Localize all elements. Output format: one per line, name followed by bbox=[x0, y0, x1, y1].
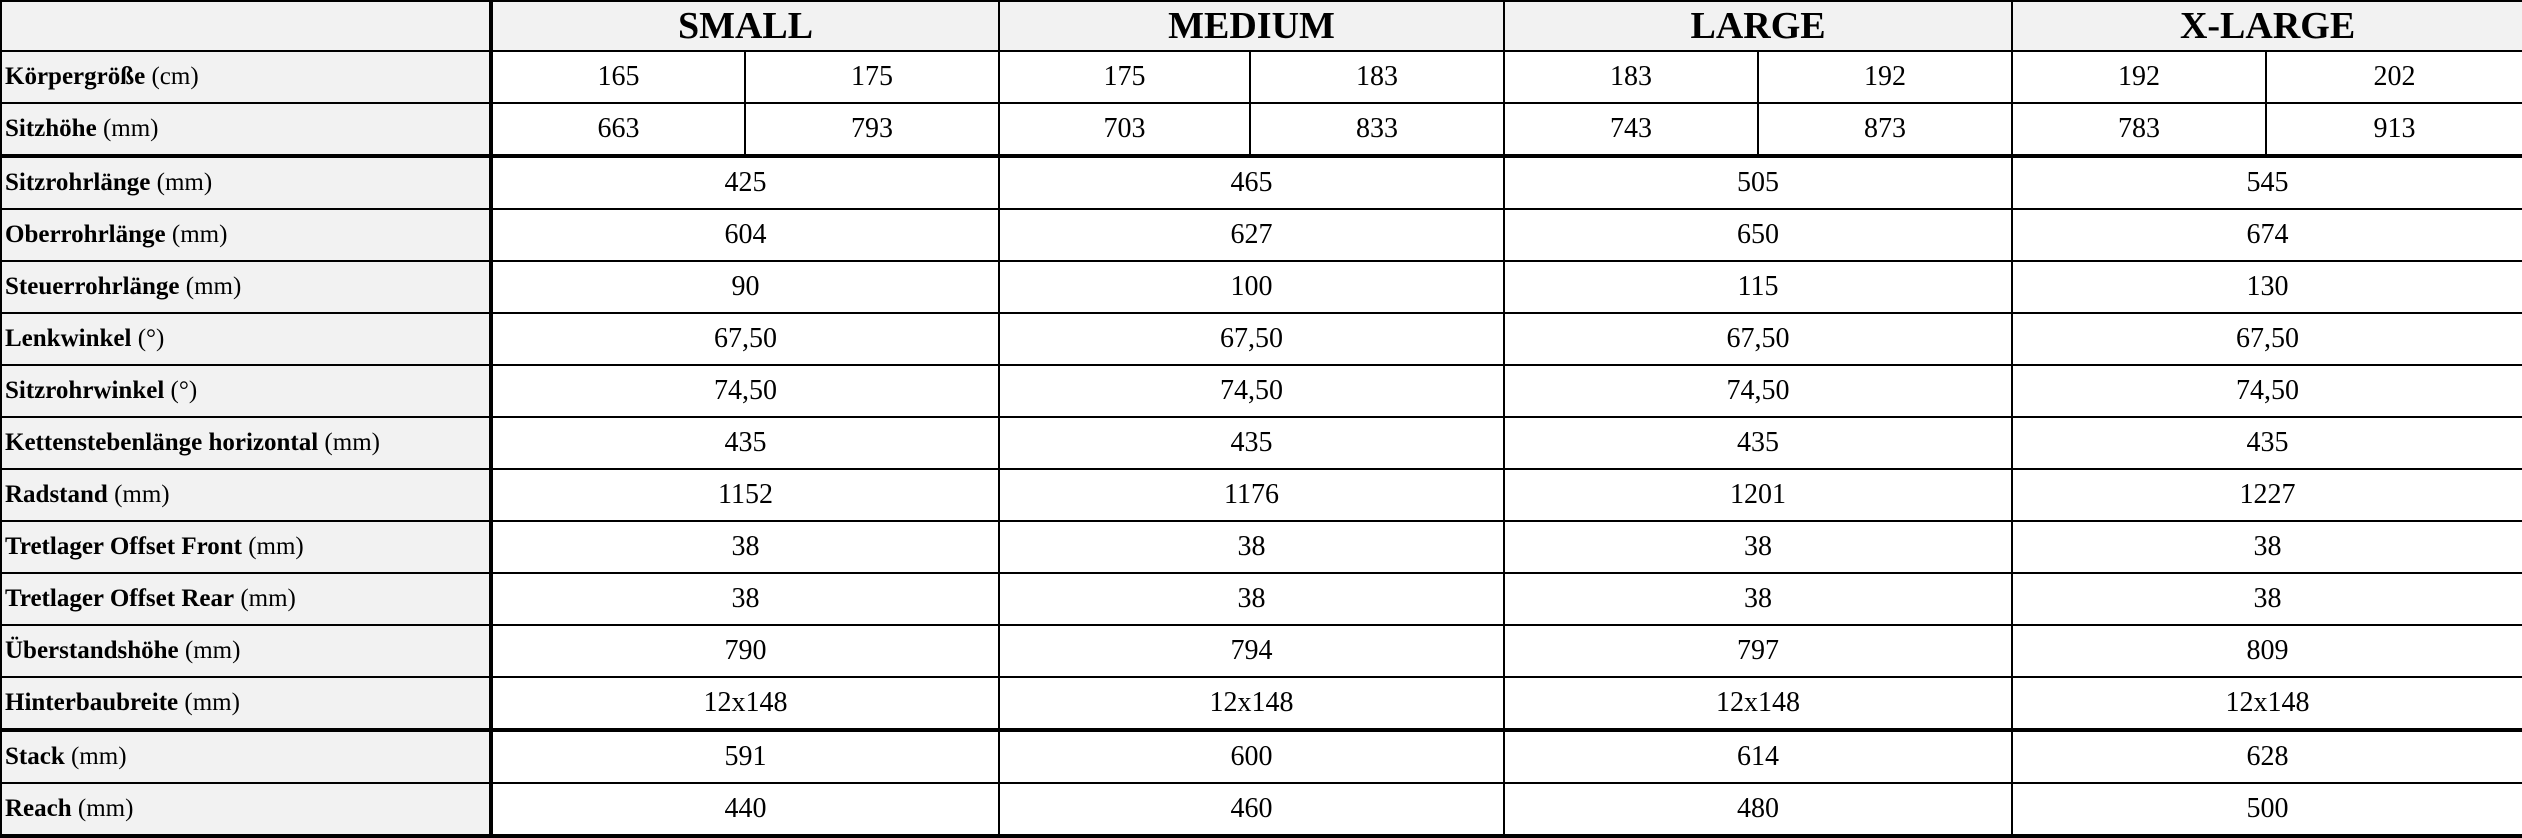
table-cell: 74,50 bbox=[1504, 365, 2012, 417]
table-cell: 797 bbox=[1504, 625, 2012, 677]
table-cell: 38 bbox=[999, 573, 1504, 625]
row-label-name: Steuerrohrlänge bbox=[5, 273, 180, 300]
table-row bbox=[1, 103, 2522, 156]
row-label-name: Kettenstebenlänge horizontal bbox=[5, 429, 319, 456]
row-label-reach bbox=[1, 783, 491, 836]
table-cell: 67,50 bbox=[1504, 313, 2012, 365]
table-cell: 650 bbox=[1504, 209, 2012, 261]
table-cell: 175 bbox=[999, 51, 1250, 103]
table-cell: 38 bbox=[1504, 573, 2012, 625]
row-label-unit: (mm) bbox=[156, 169, 213, 196]
size-header-medium: MEDIUM bbox=[999, 1, 1504, 51]
row-label-hinterbaubreite bbox=[1, 677, 491, 730]
table-cell: 460 bbox=[999, 783, 1504, 836]
row-label-kettenstebenlaenge-horizontal bbox=[1, 417, 491, 469]
table-row bbox=[1, 261, 2522, 313]
table-cell: 614 bbox=[1504, 730, 2012, 783]
table-cell: 628 bbox=[2012, 730, 2522, 783]
table-cell: 130 bbox=[2012, 261, 2522, 313]
table-cell: 165 bbox=[491, 51, 745, 103]
header-corner-cell bbox=[1, 1, 491, 51]
table-cell: 873 bbox=[1758, 103, 2012, 156]
row-label-unit: (mm) bbox=[171, 221, 228, 248]
table-cell: 674 bbox=[2012, 209, 2522, 261]
row-label-steuerrohrlaenge bbox=[1, 261, 491, 313]
table-cell: 1176 bbox=[999, 469, 1504, 521]
table-row bbox=[1, 677, 2522, 730]
table-cell: 465 bbox=[999, 156, 1504, 209]
table-cell: 12x148 bbox=[1504, 677, 2012, 730]
row-label-name: Hinterbaubreite bbox=[5, 689, 179, 716]
size-header-x-large: X-LARGE bbox=[2012, 1, 2522, 51]
row-label-name: Lenkwinkel bbox=[5, 325, 132, 352]
table-row bbox=[1, 625, 2522, 677]
row-label-name: Sitzhöhe bbox=[5, 115, 97, 142]
table-cell: 425 bbox=[491, 156, 999, 209]
table-cell: 1201 bbox=[1504, 469, 2012, 521]
table-cell: 591 bbox=[491, 730, 999, 783]
table-row bbox=[1, 51, 2522, 103]
table-cell: 38 bbox=[2012, 573, 2522, 625]
table-cell: 67,50 bbox=[999, 313, 1504, 365]
row-label-ueberstandshoehe bbox=[1, 625, 491, 677]
size-header-row bbox=[1, 1, 2522, 51]
table-cell: 74,50 bbox=[491, 365, 999, 417]
table-cell: 38 bbox=[2012, 521, 2522, 573]
geometry-table-body bbox=[1, 51, 2522, 836]
table-cell: 703 bbox=[999, 103, 1250, 156]
row-label-unit: (mm) bbox=[77, 795, 134, 822]
table-cell: 435 bbox=[491, 417, 999, 469]
table-cell: 833 bbox=[1250, 103, 1504, 156]
row-label-unit: (mm) bbox=[185, 273, 242, 300]
table-cell: 74,50 bbox=[999, 365, 1504, 417]
table-cell: 38 bbox=[491, 573, 999, 625]
table-cell: 600 bbox=[999, 730, 1504, 783]
row-label-sitzhoehe bbox=[1, 103, 491, 156]
table-cell: 440 bbox=[491, 783, 999, 836]
row-label-name: Sitzrohrwinkel bbox=[5, 377, 165, 404]
table-cell: 175 bbox=[745, 51, 999, 103]
row-label-stack bbox=[1, 730, 491, 783]
table-row bbox=[1, 730, 2522, 783]
row-label-unit: (cm) bbox=[151, 63, 199, 90]
row-label-radstand bbox=[1, 469, 491, 521]
row-label-oberrohrlaenge bbox=[1, 209, 491, 261]
table-row bbox=[1, 417, 2522, 469]
row-label-lenkwinkel bbox=[1, 313, 491, 365]
row-label-name: Sitzrohrlänge bbox=[5, 169, 151, 196]
table-cell: 90 bbox=[491, 261, 999, 313]
row-label-sitzrohrlaenge bbox=[1, 156, 491, 209]
table-cell: 790 bbox=[491, 625, 999, 677]
table-cell: 1152 bbox=[491, 469, 999, 521]
row-label-name: Stack bbox=[5, 743, 65, 770]
row-label-unit: (mm) bbox=[184, 637, 241, 664]
row-label-unit: (mm) bbox=[324, 429, 380, 456]
size-header-large: LARGE bbox=[1504, 1, 2012, 51]
table-cell: 12x148 bbox=[491, 677, 999, 730]
row-label-unit: (mm) bbox=[114, 481, 170, 508]
row-label-koerpergroesse bbox=[1, 51, 491, 103]
table-row bbox=[1, 313, 2522, 365]
table-row bbox=[1, 209, 2522, 261]
table-row bbox=[1, 783, 2522, 836]
table-cell: 500 bbox=[2012, 783, 2522, 836]
table-cell: 183 bbox=[1250, 51, 1504, 103]
table-cell: 793 bbox=[745, 103, 999, 156]
row-label-sitzrohrwinkel bbox=[1, 365, 491, 417]
table-cell: 115 bbox=[1504, 261, 2012, 313]
table-row bbox=[1, 365, 2522, 417]
table-row bbox=[1, 521, 2522, 573]
table-cell: 12x148 bbox=[999, 677, 1504, 730]
table-cell: 604 bbox=[491, 209, 999, 261]
row-label-name: Körpergröße bbox=[5, 63, 146, 90]
row-label-unit: (mm) bbox=[240, 585, 296, 612]
row-label-name: Tretlager Offset Front bbox=[5, 533, 242, 560]
table-cell: 783 bbox=[2012, 103, 2266, 156]
table-cell: 38 bbox=[491, 521, 999, 573]
table-cell: 192 bbox=[1758, 51, 2012, 103]
row-label-unit: (mm) bbox=[70, 743, 127, 770]
row-label-name: Reach bbox=[5, 795, 72, 822]
row-label-unit: (mm) bbox=[248, 533, 304, 560]
table-cell: 627 bbox=[999, 209, 1504, 261]
table-cell: 505 bbox=[1504, 156, 2012, 209]
row-label-tretlager-offset-front bbox=[1, 521, 491, 573]
table-cell: 38 bbox=[999, 521, 1504, 573]
table-row bbox=[1, 156, 2522, 209]
table-row bbox=[1, 573, 2522, 625]
table-cell: 545 bbox=[2012, 156, 2522, 209]
table-cell: 38 bbox=[1504, 521, 2012, 573]
table-cell: 100 bbox=[999, 261, 1504, 313]
table-cell: 663 bbox=[491, 103, 745, 156]
row-label-unit: (mm) bbox=[184, 689, 240, 716]
row-label-name: Tretlager Offset Rear bbox=[5, 585, 235, 612]
table-cell: 192 bbox=[2012, 51, 2266, 103]
row-label-name: Radstand bbox=[5, 481, 108, 508]
table-cell: 67,50 bbox=[2012, 313, 2522, 365]
table-cell: 67,50 bbox=[491, 313, 999, 365]
row-label-unit: (°) bbox=[137, 325, 165, 352]
table-cell: 435 bbox=[999, 417, 1504, 469]
table-cell: 913 bbox=[2266, 103, 2522, 156]
table-cell: 435 bbox=[1504, 417, 2012, 469]
size-header-small: SMALL bbox=[491, 1, 999, 51]
table-cell: 183 bbox=[1504, 51, 1758, 103]
row-label-name: Überstandshöhe bbox=[5, 637, 179, 664]
row-label-tretlager-offset-rear bbox=[1, 573, 491, 625]
row-label-name: Oberrohrlänge bbox=[5, 221, 166, 248]
table-cell: 1227 bbox=[2012, 469, 2522, 521]
table-cell: 74,50 bbox=[2012, 365, 2522, 417]
table-cell: 809 bbox=[2012, 625, 2522, 677]
table-row bbox=[1, 469, 2522, 521]
table-cell: 794 bbox=[999, 625, 1504, 677]
table-cell: 480 bbox=[1504, 783, 2012, 836]
table-cell: 202 bbox=[2266, 51, 2522, 103]
table-cell: 435 bbox=[2012, 417, 2522, 469]
row-label-unit: (mm) bbox=[102, 115, 159, 142]
table-cell: 12x148 bbox=[2012, 677, 2522, 730]
table-cell: 743 bbox=[1504, 103, 1758, 156]
row-label-unit: (°) bbox=[170, 377, 198, 404]
